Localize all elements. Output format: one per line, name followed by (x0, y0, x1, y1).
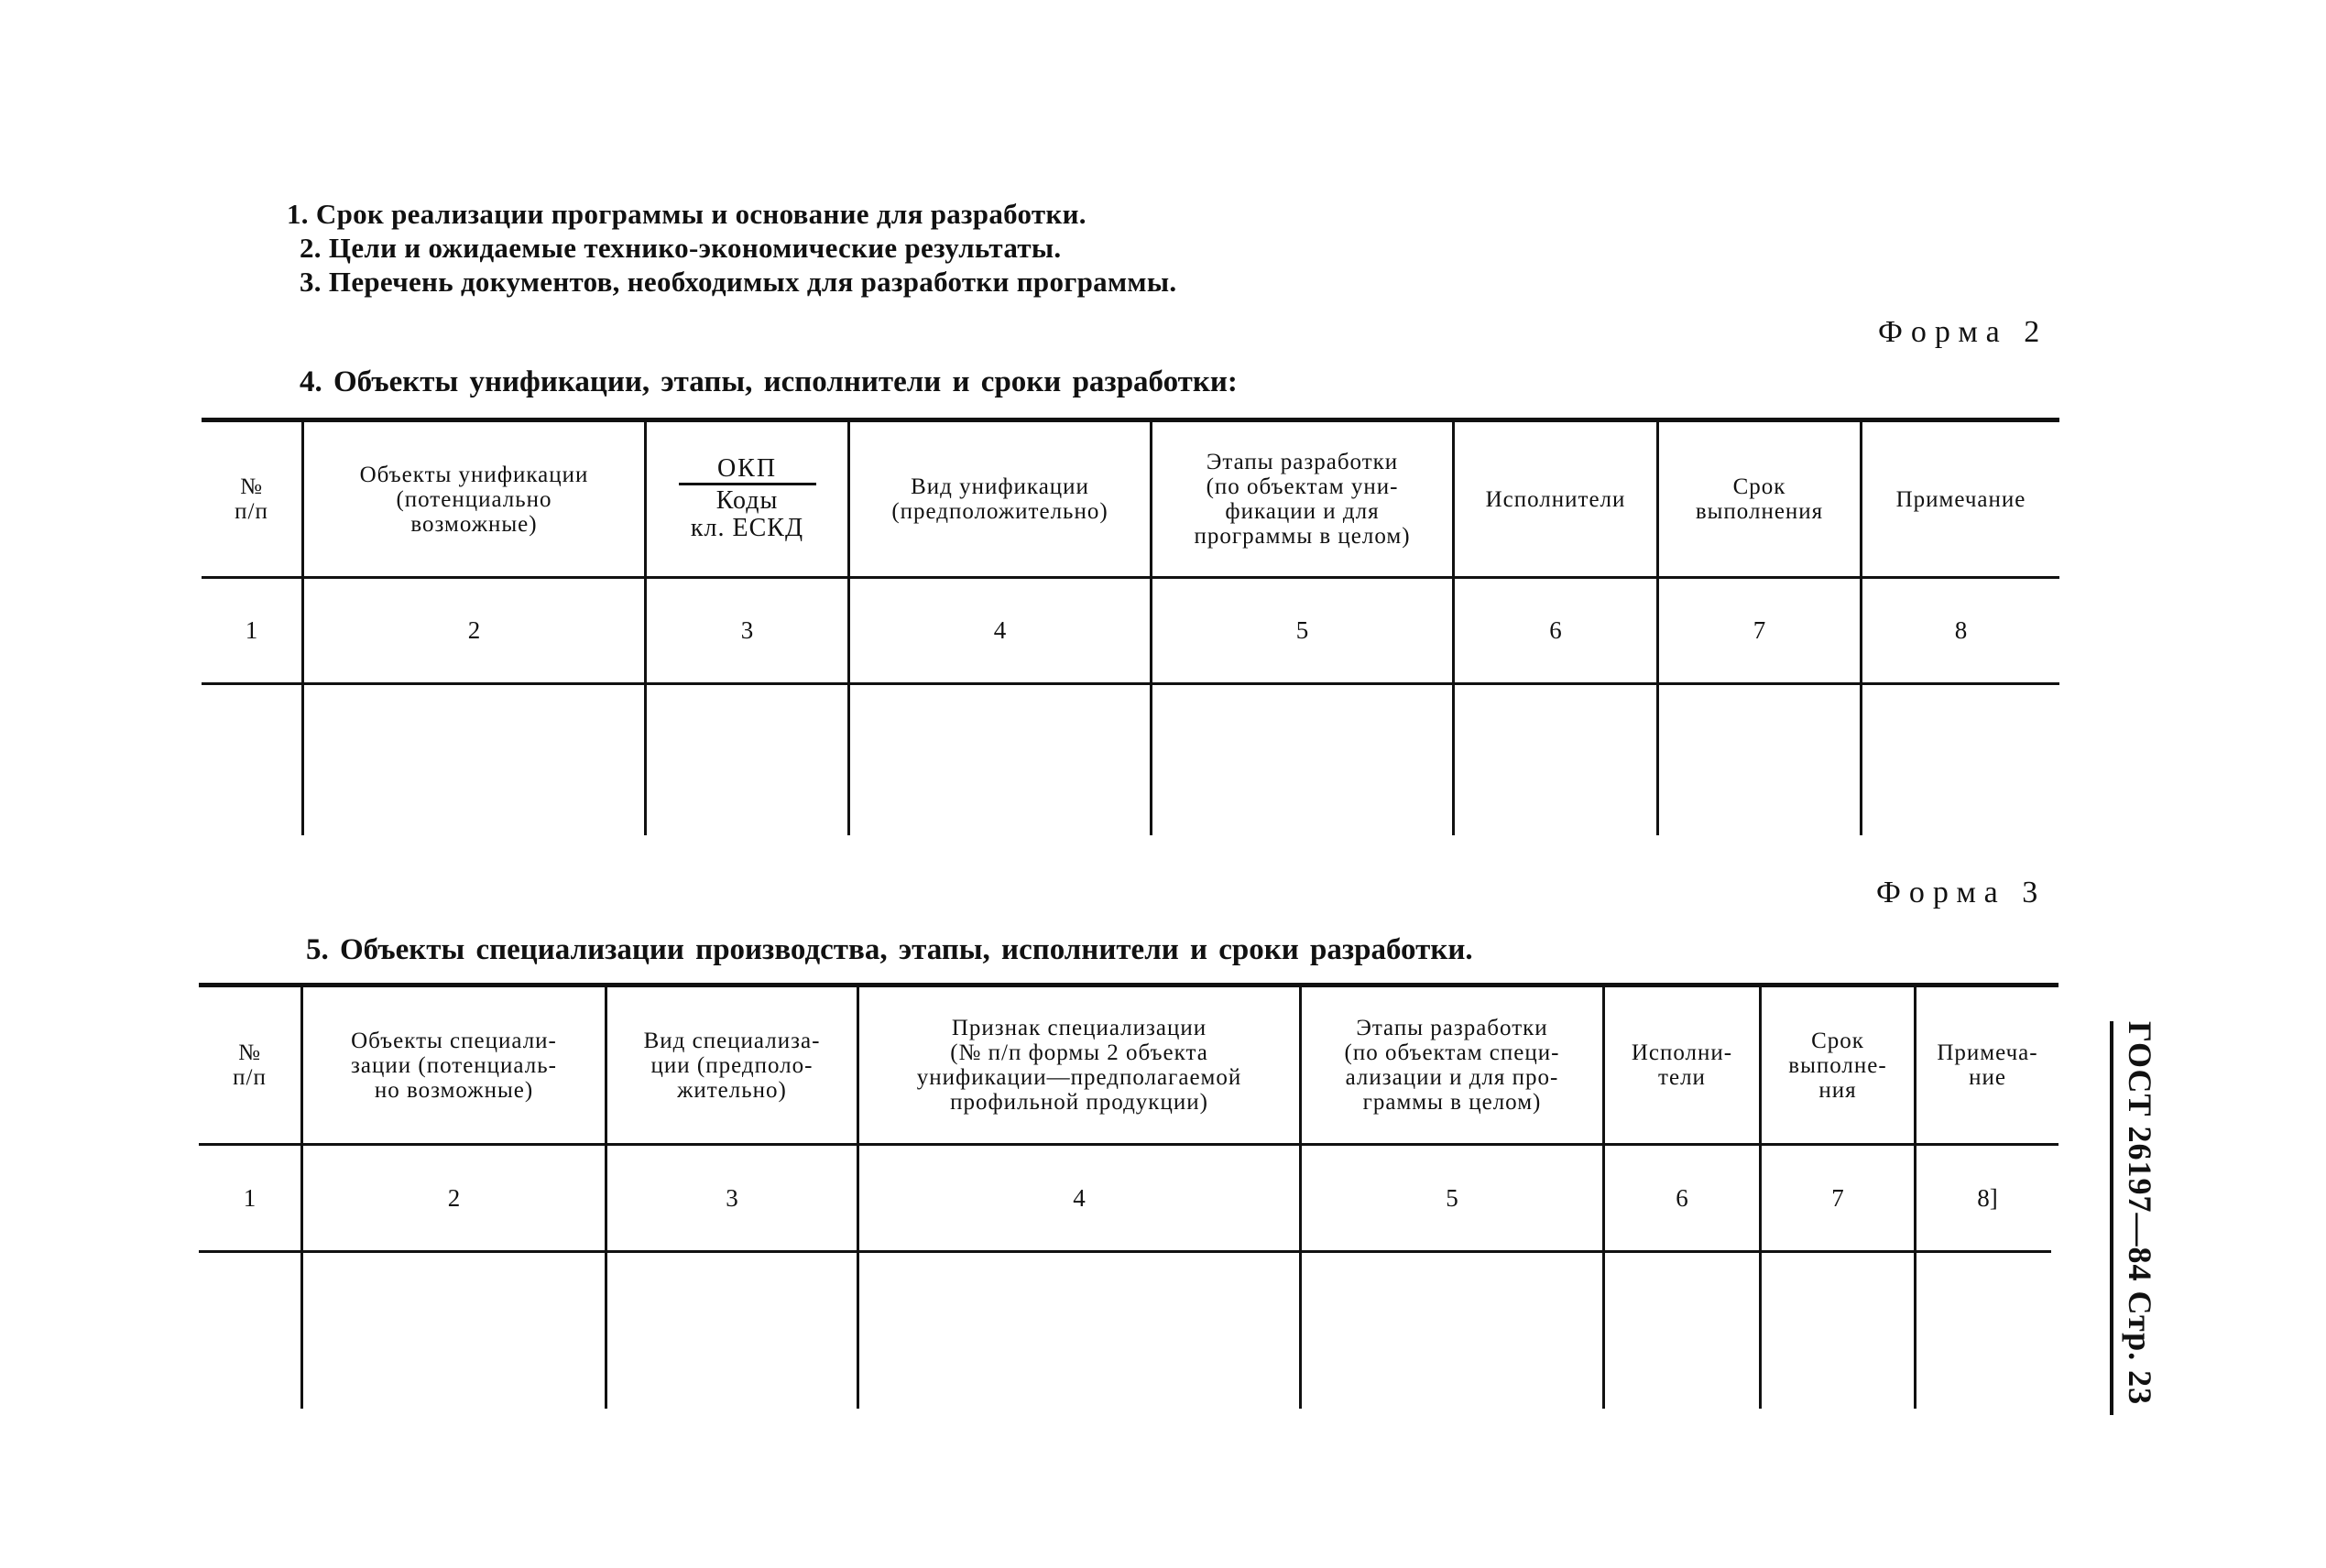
form3-col-number: 1 (243, 1183, 257, 1212)
form2-number-rule (202, 682, 2059, 685)
form2-col-number: 4 (993, 616, 1007, 644)
okp-fraction-bar (679, 483, 816, 485)
form2-col-number: 2 (467, 616, 481, 644)
form3-col-number: 7 (1831, 1183, 1844, 1212)
form2-header-objects: Объекты унификации (потенциально возможные) (359, 462, 589, 537)
form3-header-stages: Этапы разработки (по объектам специ- ализации и для про- граммы в целом) (1344, 1016, 1560, 1115)
form2-header-executors: Исполнители (1485, 486, 1626, 512)
page-side-label (2110, 1021, 2159, 1415)
form2-title: 4. Объекты унификации, этапы, исполнители и сроки разработки: (300, 365, 1238, 398)
intro-line-1: 1. Срок реализации программы и основание для разработки. (287, 198, 1087, 230)
form2-header-okp (647, 422, 847, 576)
form2-header-deadline: Срок выполнения (1695, 474, 1824, 524)
form2-header-stages: Этапы разработки (по объектам уни- фикации и для программы в целом) (1194, 450, 1411, 549)
form2-label: Форма 2 (1878, 315, 2048, 349)
form3-header-feature: Признак специализации (№ п/п формы 2 объекта унификации—предполагаемой профильной продукции) (916, 1016, 1242, 1115)
form3-label: Форма 3 (1876, 876, 2047, 909)
form3-col-number: 6 (1676, 1183, 1688, 1212)
form3-header-note: Примеча- ние (1937, 1040, 2038, 1090)
side-label-text: ГОСТ 26197—84 Стр. 23 (2122, 1021, 2158, 1406)
form3-title: 5. Объекты специализации производства, этапы, исполнители и сроки разработки. (306, 933, 1473, 966)
form3-header-executors: Исполни- тели (1631, 1040, 1733, 1090)
form3-header-type: Вид специализа- ции (предполо- жительно) (643, 1028, 821, 1103)
form3-number-rule (199, 1250, 2051, 1253)
form2-col-number: 1 (245, 616, 258, 644)
intro-line-3: 3. Перечень документов, необходимых для разработки программы. (300, 266, 1177, 298)
eskd-codes-label: Коды кл. ЕСКД (690, 486, 804, 542)
form2-col-number: 5 (1295, 616, 1309, 644)
form3-header-deadline: Срок выполне- ния (1788, 1028, 1887, 1103)
form2-header-type: Вид унификации (предположительно) (891, 474, 1108, 524)
form3-col-number: 5 (1446, 1183, 1458, 1212)
form2-col-number: 3 (740, 616, 754, 644)
okp-label: ОКП (716, 454, 778, 483)
side-label-rule (2110, 1021, 2113, 1415)
form3-col-number: 3 (726, 1183, 738, 1212)
intro-line-2: 2. Цели и ожидаемые технико-экономические результаты. (300, 232, 1062, 264)
form3-col-number: 2 (447, 1183, 461, 1212)
form2-header-number: № п/п (235, 474, 268, 524)
form3-header-objects: Объекты специали- зации (потенциаль- но возможные) (351, 1028, 557, 1103)
form2-col-number: 8 (1954, 616, 1968, 644)
form3-col-number: 8] (1977, 1183, 1998, 1212)
form2-col-number: 7 (1753, 616, 1766, 644)
form2-col-number: 6 (1549, 616, 1562, 644)
form2-header-note: Примечание (1895, 486, 2026, 512)
form3-col-number: 4 (1073, 1183, 1086, 1212)
form3-header-number: № п/п (233, 1040, 267, 1090)
